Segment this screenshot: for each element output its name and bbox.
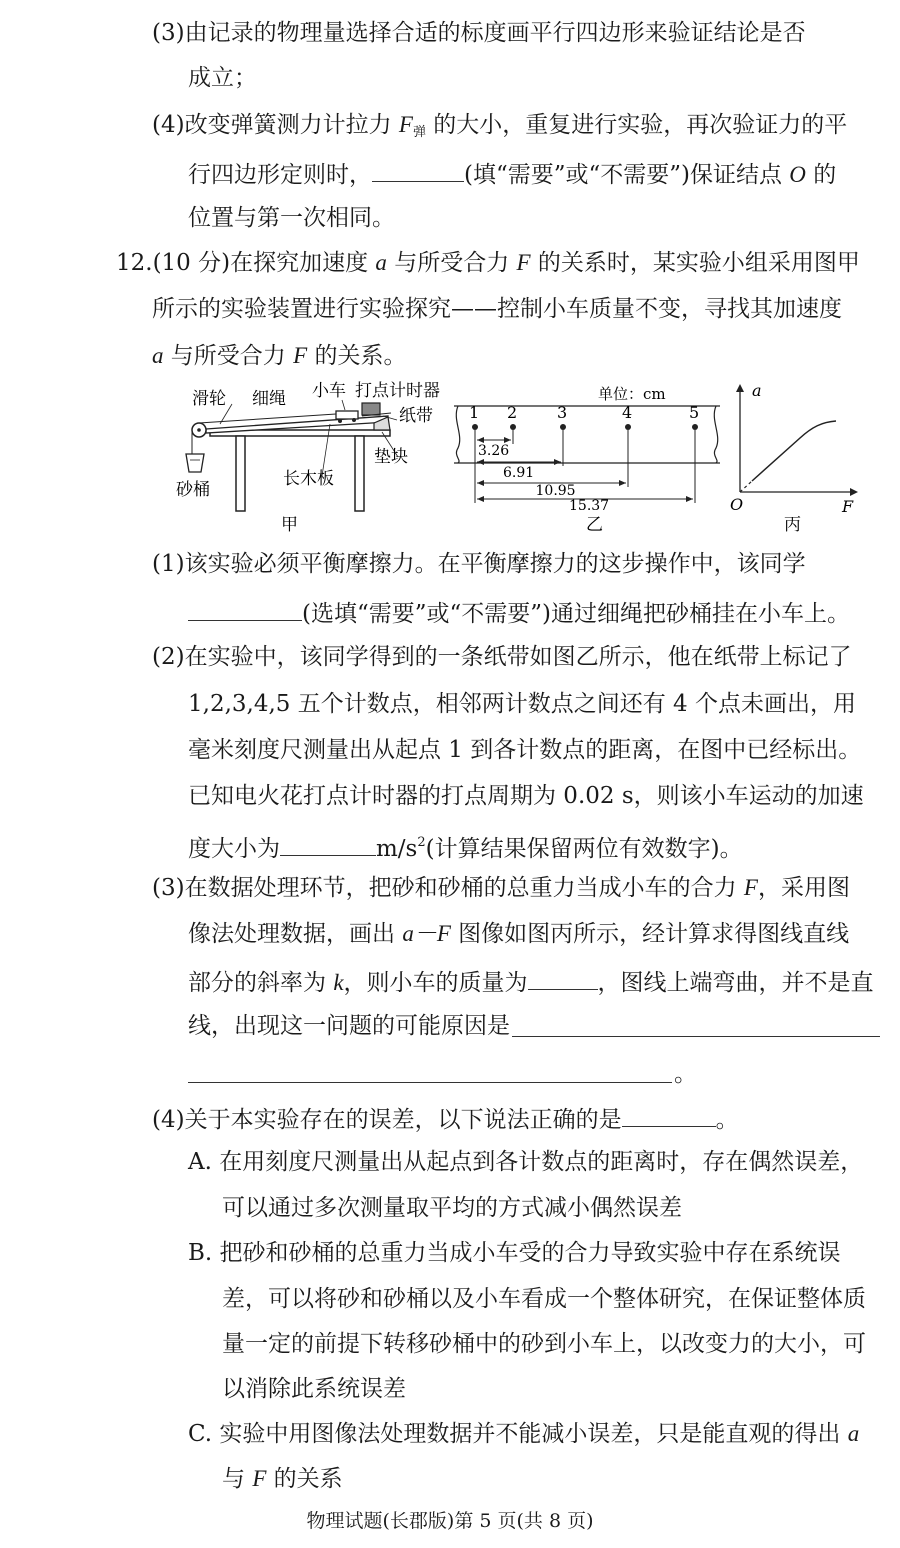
tape-point-label-4: 4 [622,403,633,422]
figures [0,380,900,540]
answer-blank-12-1[interactable] [188,596,302,621]
dimension-arrow-right [554,459,561,465]
q12-part3-end-period: 。 [674,1061,697,1087]
table-leg-right [355,436,364,511]
label-timer: 打点计时器 [355,381,440,401]
tape-point-label-2: 2 [507,403,518,422]
label-bucket: 砂桶 [176,480,210,500]
table-leg-left [236,436,245,511]
q12-part1-line1: (1)该实验必须平衡摩擦力。在平衡摩擦力的这步操作中，该同学 [152,551,806,577]
answer-blank-12-4[interactable] [622,1102,716,1127]
label-board: 长木板 [283,469,334,489]
option-c-line1: C. 实验中用图像法处理数据并不能减小误差，只是能直观的得出 a [188,1421,860,1447]
q12-part2-line1: (2)在实验中，该同学得到的一条纸带如图乙所示，他在纸带上标记了 [152,644,852,670]
q12-part2-line2: 1,2,3,4,5 五个计数点，相邻两计数点之间还有 4 个点未画出，用 [188,691,856,717]
tape-point-2 [510,424,516,430]
q12-part3-line1: (3)在数据处理环节，把砂和砂桶的总重力当成小车的合力 F，采用图 [152,875,850,901]
dimension-arrow-left [477,480,484,486]
dimension-label-1-2: 3.26 [478,443,510,459]
origin-label: O [730,495,744,514]
answer-blank-12-3-mass[interactable] [528,965,598,990]
option-b-line1: B. 把砂和砂桶的总重力当成小车受的合力导致实验中存在系统误 [188,1240,841,1266]
q11-part4-line2: 行四边形定则时， (填“需要”或“不需要”)保证结点 O 的 [188,157,836,190]
curve-dashed-start [740,481,752,492]
answer-blank-12-2[interactable] [280,831,376,856]
q12-part3-line2: 像法处理数据，画出 a－F 图像如图丙所示，经计算求得图线直线 [188,921,850,947]
spark-timer [362,403,380,415]
dimension-label-1-3: 6.91 [503,465,535,481]
label-cart: 小车 [312,381,346,401]
label-block: 垫块 [374,447,408,467]
tape-point-label-1: 1 [469,403,480,422]
tape-dimensions [477,437,693,514]
dimension-arrow-left [477,459,484,465]
answer-blank-12-3-reason-b[interactable] [188,1056,672,1083]
tape-point-3 [560,424,566,430]
a-F-curve [752,421,836,481]
tape-point-4 [625,424,631,430]
answer-blank-12-3-reason-a[interactable] [512,1010,880,1037]
tape-point-label-3: 3 [557,403,568,422]
q12-part1-line2: (选填“需要”或“不需要”)通过细绳把砂桶挂在小车上。 [188,596,850,629]
q12-stem-line1: 12.(10 分)在探究加速度 a 与所受合力 F 的关系时，某实验小组采用图甲 [116,250,860,276]
caption-bing: 丙 [784,515,801,535]
dimension-arrow-left [477,496,484,502]
q12-part2-line5: 度大小为 $m/s^2$(计算结果保留两位有效数字)。 [188,828,743,864]
label-tape: 纸带 [399,406,433,426]
figure-jia [176,381,440,535]
sand-bucket [186,454,204,472]
q12-part4-stem: (4)关于本实验存在的误差，以下说法正确的是 。 [152,1102,739,1135]
q12-part3-line3: 部分的斜率为 k，则小车的质量为 ，图线上端弯曲，并不是直 [188,965,874,998]
q12-part2-line4: 已知电火花打点计时器的打点周期为 0.02 s，则该小车运动的加速 [188,783,864,809]
option-b-line4: 以消除此系统误差 [222,1376,406,1402]
label-pulley: 滑轮 [192,389,226,409]
axis-label-a: a [752,381,762,400]
answer-blank-11-4[interactable] [372,157,464,182]
tape-point-1 [472,424,478,430]
option-a-line2: 可以通过多次测量取平均的方式减小偶然误差 [222,1195,682,1221]
q11-part3-line2: 成立； [188,65,257,91]
dimension-arrow-right [686,496,693,502]
dimension-label-1-4: 10.95 [535,483,576,499]
option-c-line2: 与 F 的关系 [222,1466,343,1492]
caption-yi: 乙 [586,515,603,535]
q12-part2-line3: 毫米刻度尺测量出从起点 1 到各计数点的距离，在图中已经标出。 [188,737,862,763]
q12-stem-line2: 所示的实验装置进行实验探究——控制小车质量不变，寻找其加速度 [152,296,842,322]
q11-part3-line1: (3)由记录的物理量选择合适的标度画平行四边形来验证结论是否 [152,20,806,46]
option-b-line2: 差，可以将砂和砂桶以及小车看成一个整体研究，在保证整体质 [222,1286,866,1312]
dimension-label-1-5: 15.37 [569,498,610,514]
q12-stem-line3: a 与所受合力 F 的关系。 [152,343,407,369]
q11-part4-line3: 位置与第一次相同。 [188,205,395,231]
label-rope: 细绳 [252,389,286,409]
page-footer: 物理试题(长郡版)第 5 页(共 8 页) [306,1510,594,1532]
option-a-line1: A. 在用刻度尺测量出从起点到各计数点的距离时，存在偶然误差， [188,1149,864,1175]
q11-part4-line1: (4)改变弹簧测力计拉力 $F_弹$ 的大小，重复进行实验，再次验证力的平 [152,112,848,140]
q12-part3-line4: 线，出现这一问题的可能原因是 [188,1013,510,1039]
figure-bing [730,381,858,535]
tape-unit: 单位：cm [598,385,666,403]
tape-point-5 [692,424,698,430]
tape-point-label-5: 5 [689,403,700,422]
figure-yi [454,385,720,535]
cart [336,411,358,419]
axis-label-F: F [842,497,854,516]
option-b-line3: 量一定的前提下转移砂桶中的砂到小车上，以改变力的大小，可 [222,1331,866,1357]
dimension-arrow-right [619,480,626,486]
caption-jia: 甲 [281,515,298,535]
